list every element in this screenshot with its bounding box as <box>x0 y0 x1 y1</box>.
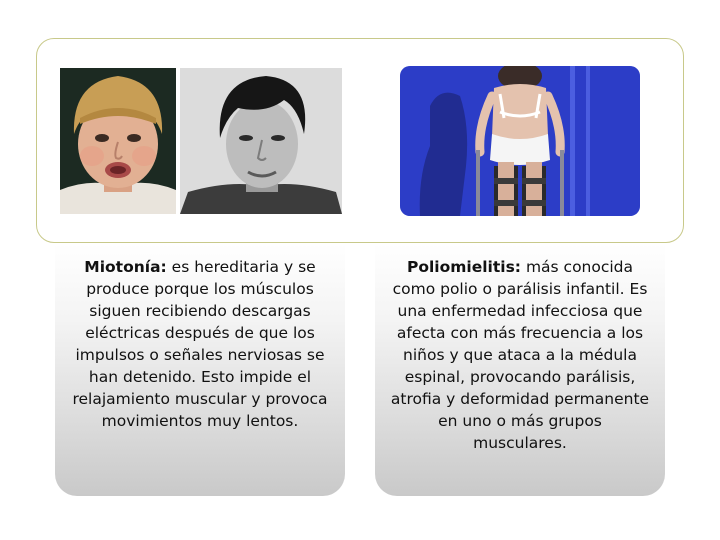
myotonia-card <box>55 244 345 496</box>
polio-description: más conocida como polio o parálisis infantil. Es una enfermedad infecciosa que afecta con más frecuencia a los niños y que ataca a la médula espinal, provocando parálisis, atrofia y deformidad permanente en uno o más grupos musculares. <box>390 258 650 452</box>
child-photo <box>60 68 176 214</box>
myotonia-title: Miotonía: <box>84 258 167 276</box>
polio-photo <box>400 66 640 216</box>
myotonia-description: es hereditaria y se produce porque los músculos siguen recibiendo descargas eléctricas después de que los impulsos o señales nerviosas se han detenido. Esto impide el relajamiento muscular y provoca movimientos muy lentos. <box>72 258 328 430</box>
adult-photo <box>180 68 342 214</box>
polio-card <box>375 244 665 496</box>
polio-title: Poliomielitis: <box>406 258 522 276</box>
